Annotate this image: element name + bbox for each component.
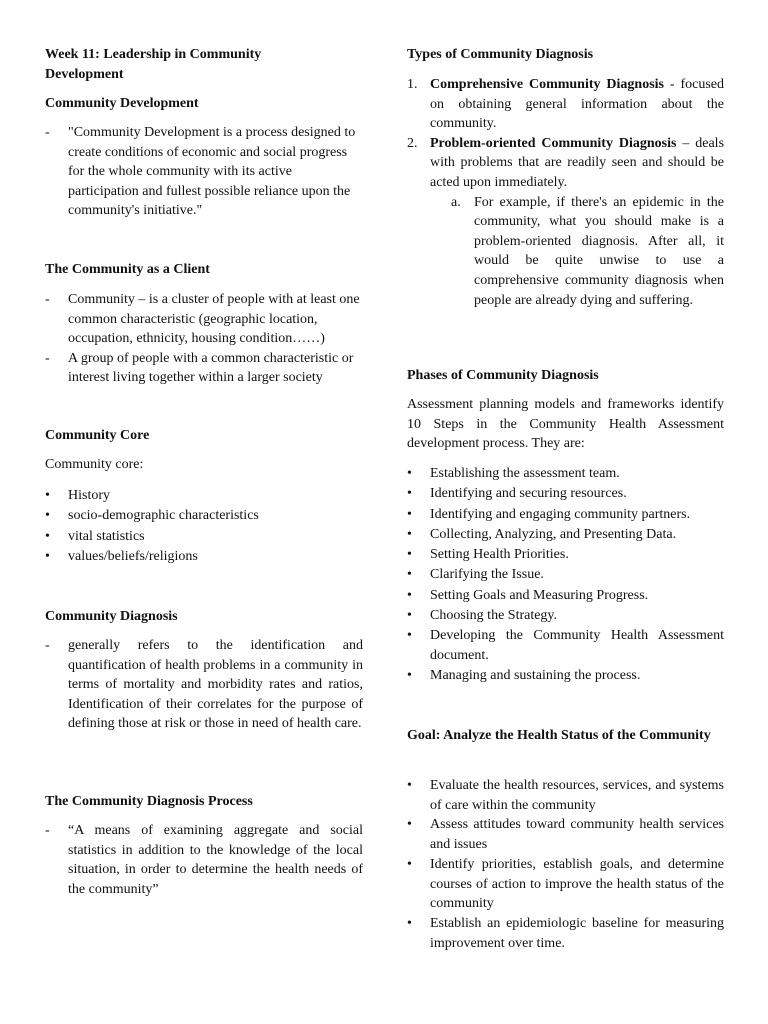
heading-goal: Goal: Analyze the Health Status of the Community: [407, 728, 711, 743]
bullet-marker: •: [407, 915, 412, 931]
list-item-text: Identify priorities, establish goals, and determine courses of action to improve the health status of the community: [430, 856, 724, 912]
client-list: [45, 290, 363, 388]
goals-list: [407, 776, 724, 953]
heading-diagnosis-process: The Community Diagnosis Process: [45, 794, 253, 809]
number-marker: 2.: [407, 135, 418, 151]
phases-intro: Assessment planning models and frameworks identify 10 Steps in the Community Health Assessment development process. They are:: [407, 397, 724, 452]
bullet-marker: •: [407, 547, 412, 563]
list-item: [407, 586, 724, 606]
cd-quote-text: "Community Development is a process designed to create conditions of economic and social progress for the whole community with its active participation and fullest possible reliance upon the community's initiative.": [68, 125, 356, 219]
bullet-marker: •: [45, 488, 50, 503]
list-item: [407, 855, 724, 914]
heading-community-development: Community Development: [45, 96, 199, 111]
list-item-text: Setting Goals and Measuring Progress.: [430, 587, 649, 603]
list-item-text: Developing the Community Health Assessment document.: [430, 628, 724, 663]
dash-marker: -: [45, 350, 50, 366]
list-item: [407, 666, 724, 686]
heading-community-core: Community Core: [45, 428, 150, 443]
list-item-text: vital statistics: [68, 528, 145, 544]
list-item: [407, 545, 724, 565]
dash-marker: -: [45, 638, 50, 653]
list-item: [407, 606, 724, 626]
cd-quote: [45, 123, 363, 221]
list-item: [45, 547, 363, 567]
bullet-marker: •: [407, 628, 412, 644]
list-item-text: Identifying and securing resources.: [430, 486, 627, 502]
type-title: Problem-oriented Community Diagnosis: [430, 135, 677, 151]
dash-marker: -: [45, 292, 50, 307]
list-item-text: A group of people with a common characteristic or interest living together within a larger society: [68, 350, 354, 386]
core-list: [45, 486, 363, 567]
bullet-marker: •: [407, 466, 412, 481]
list-item: [407, 75, 724, 134]
bullet-marker: •: [407, 526, 412, 542]
list-item-text: Setting Health Priorities.: [430, 547, 569, 563]
list-item: [45, 349, 363, 388]
list-item-text: Collecting, Analyzing, and Presenting Data.: [430, 526, 677, 542]
bullet-marker: •: [45, 508, 50, 524]
list-item: [407, 464, 724, 484]
process-text: “A means of examining aggregate and social statistics in addition to the knowledge of the local situation, in order to determine the health needs of the community”: [68, 823, 363, 897]
list-item-text: Assess attitudes toward community health services and issues: [430, 817, 724, 853]
heading-community-diagnosis: Community Diagnosis: [45, 609, 178, 624]
list-item: [407, 565, 724, 585]
bullet-marker: •: [407, 856, 412, 872]
list-item: [407, 914, 724, 953]
list-item: [407, 525, 724, 545]
dash-marker: -: [45, 125, 50, 140]
separator: -: [664, 77, 681, 92]
bullet-marker: •: [407, 667, 412, 683]
bullet-marker: •: [407, 506, 412, 522]
bullet-marker: •: [407, 567, 412, 583]
list-item-text: values/beliefs/religions: [68, 548, 198, 564]
type-text: focused on obtaining general information about the community.: [430, 77, 724, 132]
sub-item: [407, 193, 724, 311]
number-marker: 1.: [407, 77, 418, 92]
list-item: [45, 486, 363, 506]
list-item-text: Evaluate the health resources, services, and systems of care within the community: [430, 778, 724, 813]
type-text: deals with problems that are readily seen and should be acted upon immediately.: [430, 135, 725, 190]
list-item: [407, 815, 724, 854]
list-item: [45, 290, 363, 349]
bullet-marker: •: [407, 608, 412, 624]
heading-phases: Phases of Community Diagnosis: [407, 368, 599, 383]
bullet-marker: •: [407, 486, 412, 502]
list-item: [45, 506, 363, 526]
bullet-marker: •: [45, 548, 50, 564]
heading-types: Types of Community Diagnosis: [407, 47, 594, 62]
bullet-marker: •: [407, 778, 412, 793]
core-intro: Community core:: [45, 457, 144, 472]
phases-list: [407, 464, 724, 686]
list-item-text: Clarifying the Issue.: [430, 567, 544, 583]
list-item: [407, 134, 724, 193]
letter-marker: a.: [451, 194, 461, 210]
list-item: [407, 626, 724, 665]
list-item: [45, 527, 363, 547]
type-title: Comprehensive Community Diagnosis: [430, 77, 664, 92]
list-item-text: History: [68, 488, 110, 503]
sub-item-text: For example, if there's an epidemic in the community, what you should make is a problem-oriented diagnosis. After all, it would be quite unwise to use a comprehensive community diagnosis when people are already dying and suffering.: [474, 194, 724, 308]
list-item-text: Choosing the Strategy.: [430, 608, 558, 624]
list-item-text: Establishing the assessment team.: [430, 466, 620, 481]
list-item-text: Establish an epidemiologic baseline for measuring improvement over time.: [430, 915, 724, 951]
bullet-marker: •: [407, 817, 412, 833]
list-item: [407, 505, 724, 525]
list-item-text: Community – is a cluster of people with at least one common characteristic (geographic location, occupation, ethnicity, housing condition……): [68, 292, 360, 347]
types-list: [407, 75, 724, 310]
list-item: [407, 776, 724, 815]
diagnosis-text: generally refers to the identification and quantification of health problems in a community in terms of mortality and morbidity rates and ratios, Identification of their correlates for the purpose of defining those at risk or those in need of health care.: [68, 638, 363, 732]
process-definition: [45, 821, 363, 899]
separator: –: [676, 135, 696, 151]
document-title: Week 11: Leadership in Community Development: [45, 47, 262, 82]
diagnosis-definition: [45, 636, 363, 734]
heading-community-client: The Community as a Client: [45, 262, 210, 277]
list-item-text: Managing and sustaining the process.: [430, 667, 641, 683]
bullet-marker: •: [407, 587, 412, 603]
list-item-text: Identifying and engaging community partners.: [430, 506, 691, 522]
list-item: [407, 484, 724, 504]
bullet-marker: •: [45, 528, 50, 544]
dash-marker: -: [45, 823, 50, 838]
list-item-text: socio-demographic characteristics: [68, 508, 259, 524]
